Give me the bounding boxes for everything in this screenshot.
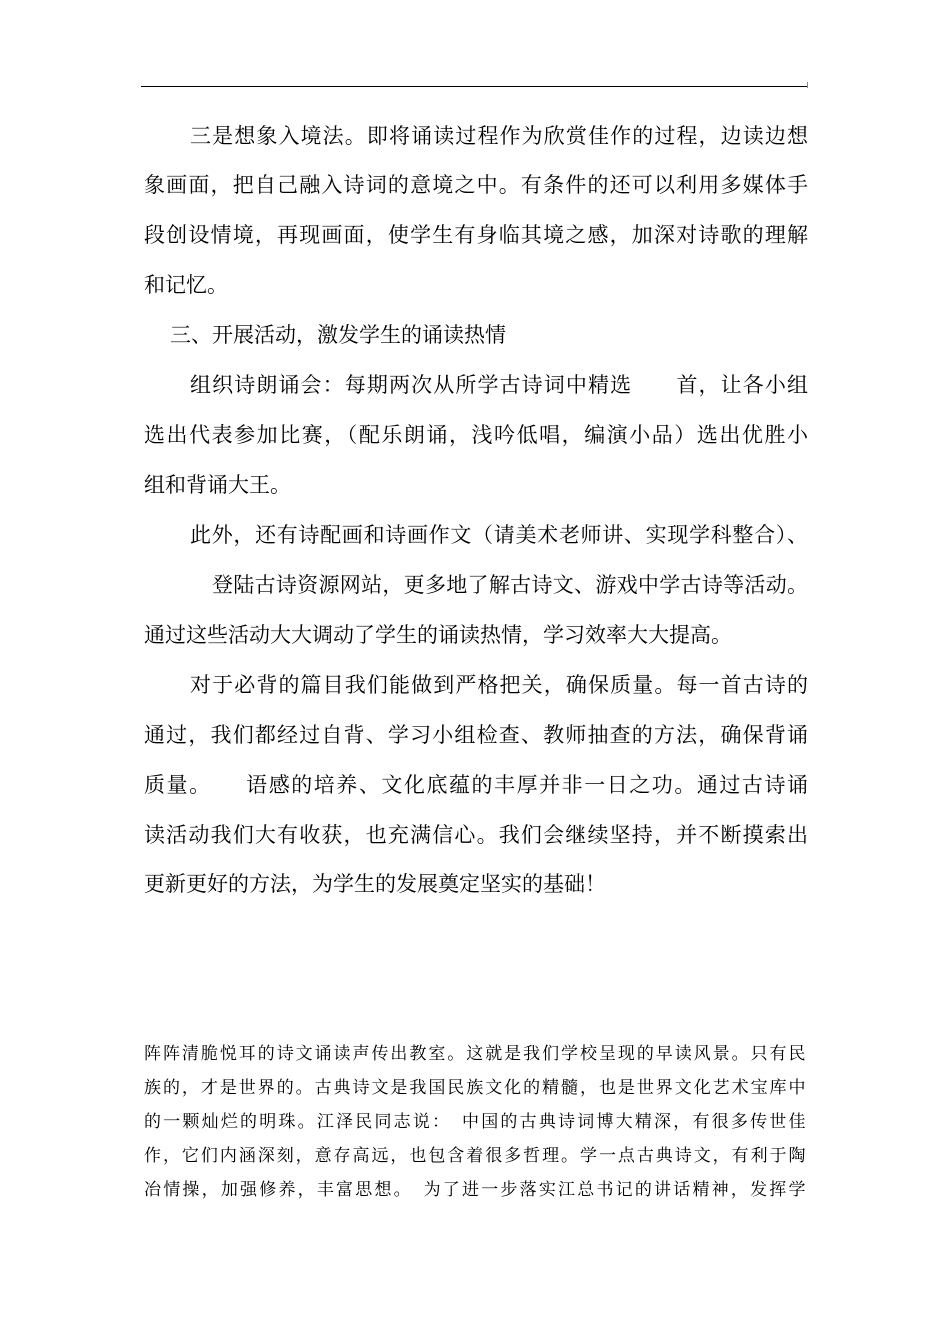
body-line: 质量。 语感的培养、文化底蕴的丰厚并非一日之功。通过古诗诵: [144, 773, 808, 797]
body-line: 此外，还有诗配画和诗画作文（请美术老师讲、实现学科整合）、: [190, 523, 808, 547]
footer-line: 冶情操，加强修养，丰富思想。 为了进一步落实江总书记的讲话精神，发挥学: [144, 1180, 806, 1200]
body-line: 选出代表参加比赛，（配乐朗诵，浅吟低唱，编演小品）选出优胜小: [144, 423, 808, 447]
header-corner-mark: [807, 82, 808, 88]
footer-line: 的一颗灿烂的明珠。江泽民同志说： 中国的古典诗词博大精深，有很多传世佳: [144, 1112, 806, 1132]
body-line: 登陆古诗资源网站，更多地了解古诗文、游戏中学古诗等活动。: [212, 573, 808, 597]
body-line: 象画面，把自己融入诗词的意境之中。有条件的还可以利用多媒体手: [144, 173, 808, 197]
body-line: 对于必背的篇目我们能做到严格把关，确保质量。每一首古诗的: [190, 673, 808, 697]
body-line: 通过，我们都经过自背、学习小组检查、教师抽查的方法，确保背诵: [144, 723, 808, 747]
body-line: 和记忆。: [144, 273, 228, 297]
body-line: 读活动我们大有收获，也充满信心。我们会继续坚持，并不断摸索出: [144, 823, 808, 847]
body-line: 通过这些活动大大调动了学生的诵读热情，学习效率大大提高。: [144, 623, 732, 647]
header-rule: [141, 86, 808, 87]
body-line: 组和背诵大王。: [144, 473, 291, 497]
body-line: 段创设情境，再现画面，使学生有身临其境之感，加深对诗歌的理解: [144, 223, 808, 247]
body-line: 组织诗朗诵会：每期两次从所学古诗词中精选 首，让各小组: [190, 373, 808, 397]
footer-line: 阵阵清脆悦耳的诗文诵读声传出教室。这就是我们学校呈现的早读风景。只有民: [144, 1044, 806, 1064]
footer-line: 作，它们内涵深刻，意存高远，也包含着很多哲理。学一点古典诗文，有利于陶: [144, 1146, 806, 1166]
body-line: 三是想象入境法。即将诵读过程作为欣赏佳作的过程，边读边想: [190, 124, 808, 148]
section-heading: 三、开展活动，激发学生的诵读热情: [170, 323, 506, 347]
body-line: 更新更好的方法，为学生的发展奠定坚实的基础！: [144, 872, 606, 896]
footer-line: 族的，才是世界的。古典诗文是我国民族文化的精髓，也是世界文化艺术宝库中: [144, 1078, 806, 1098]
